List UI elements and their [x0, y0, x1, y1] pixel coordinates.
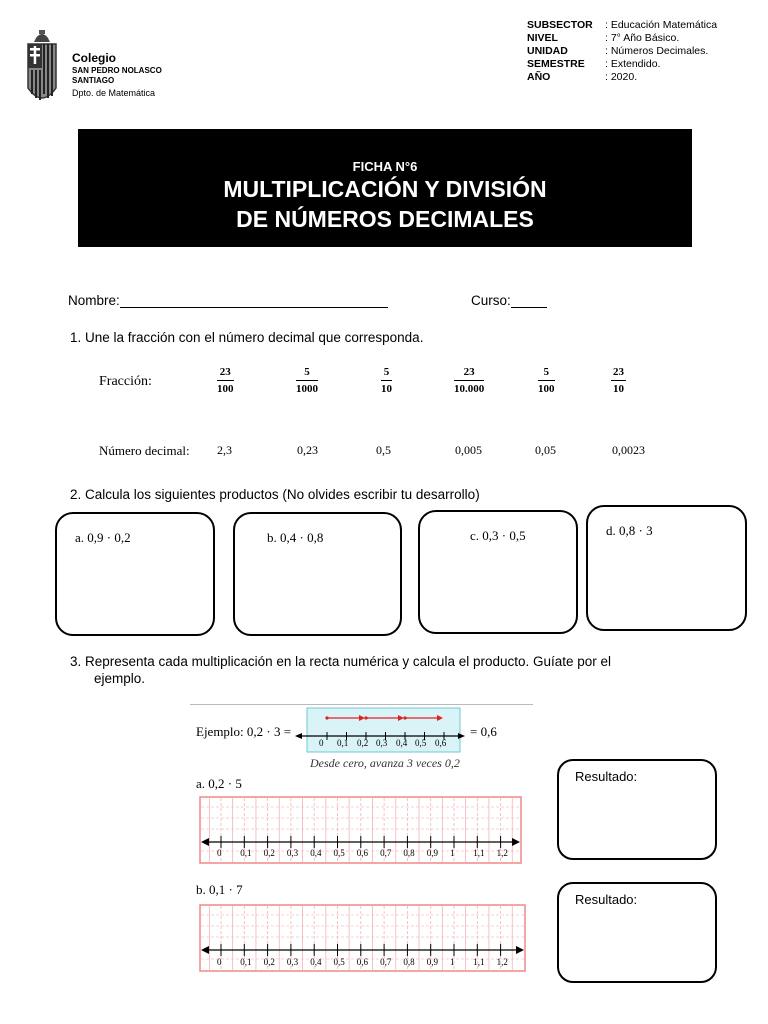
tick-label: 0,6	[356, 848, 369, 858]
tick-label: 0,5	[415, 738, 427, 748]
course-field-row	[471, 293, 547, 308]
result-label: Resultado:	[575, 769, 638, 784]
course-label: Curso:	[471, 293, 511, 308]
answer-box[interactable]	[233, 512, 402, 636]
numerator: 23	[454, 366, 484, 381]
decimal-label: Número decimal:	[99, 443, 190, 458]
meta-value: : 7° Año Básico.	[605, 32, 680, 44]
tick-label: 1,1	[473, 957, 485, 967]
tick-label: 0,1	[337, 738, 349, 748]
tick-label: 0,3	[286, 957, 299, 967]
tick-label: 0	[217, 848, 222, 858]
tick-label: 1,2	[496, 848, 508, 858]
worksheet-title-line2: DE NÚMEROS DECIMALES	[236, 206, 534, 232]
name-field-row	[68, 293, 388, 308]
tick-label: 0,2	[263, 848, 275, 858]
answer-box[interactable]	[586, 505, 747, 631]
tick-label: 0,6	[435, 738, 447, 748]
tick-label: 0,2	[263, 957, 275, 967]
number-line-b-labels	[199, 957, 526, 971]
numerator: 5	[381, 366, 392, 381]
example-caption: Desde cero, avanza 3 veces 0,2	[310, 756, 460, 770]
tick-label: 0,7	[380, 957, 392, 967]
tick-label: 0,4	[396, 738, 408, 748]
fraction[interactable]	[538, 366, 555, 395]
denominator: 100	[538, 383, 555, 395]
product-label: d. 0,8 · 3	[606, 523, 653, 538]
name-label: Nombre:	[68, 293, 120, 308]
answer-box[interactable]	[55, 512, 215, 636]
meta-key: AÑO	[527, 71, 551, 83]
question-3-prompt-cont: ejemplo.	[94, 671, 146, 686]
fraction[interactable]	[296, 366, 318, 395]
fraction[interactable]	[611, 366, 626, 395]
school-line: SANTIAGO	[72, 76, 115, 85]
answer-box[interactable]	[418, 510, 578, 634]
question-1-prompt: 1. Une la fracción con el número decimal que corresponda.	[70, 330, 424, 345]
example-result: = 0,6	[470, 724, 497, 739]
tick-label: 0,1	[240, 848, 252, 858]
numerator: 23	[611, 366, 626, 381]
decimal-value[interactable]: 0,05	[535, 443, 556, 457]
question-2-prompt: 2. Calcula los siguientes productos (No olvides escribir tu desarrollo)	[70, 487, 480, 502]
exercise-label: b. 0,1 · 7	[196, 882, 243, 897]
tick-label: 0,8	[403, 957, 415, 967]
product-label: c. 0,3 · 0,5	[470, 528, 526, 543]
product-label: b. 0,4 · 0,8	[267, 530, 324, 545]
meta-value: : Extendido.	[605, 58, 661, 70]
numerator: 5	[538, 366, 555, 381]
tick-label: 1,2	[496, 957, 508, 967]
decimal-value[interactable]: 0,23	[297, 443, 318, 457]
fraction[interactable]	[381, 366, 392, 395]
numerator: 23	[217, 366, 234, 381]
meta-value: : Educación Matemática	[605, 19, 718, 31]
meta-key: SEMESTRE	[527, 58, 585, 70]
school-name: Colegio	[72, 51, 116, 65]
decimal-value[interactable]: 0,5	[376, 443, 391, 457]
tick-label: 0,9	[426, 848, 438, 858]
denominator: 10	[381, 383, 392, 395]
decimal-value[interactable]: 2,3	[217, 443, 232, 457]
example-label: Ejemplo: 0,2 · 3 =	[196, 724, 292, 739]
meta-key: SUBSECTOR	[527, 19, 593, 31]
tick-label: 0,4	[310, 848, 322, 858]
denominator: 10	[613, 383, 624, 395]
tick-label: 0,2	[357, 738, 369, 748]
course-input-line[interactable]	[511, 307, 547, 308]
tick-label: 0,1	[240, 957, 252, 967]
meta-key: UNIDAD	[527, 45, 568, 57]
fraction-label: Fracción:	[99, 374, 152, 389]
tick-label: 1	[450, 957, 455, 967]
meta-value: : Números Decimales.	[605, 45, 709, 57]
tick-label: 0,3	[286, 848, 299, 858]
tick-label: 0,3	[376, 738, 388, 748]
tick-label: 0,9	[426, 957, 438, 967]
result-label: Resultado:	[575, 892, 638, 907]
denominator: 10.000	[454, 383, 485, 395]
decimal-value[interactable]: 0,0023	[612, 443, 645, 457]
tick-label: 0,5	[333, 957, 345, 967]
department-label: Dpto. de Matemática	[72, 88, 156, 98]
tick-label: 0,5	[333, 848, 345, 858]
denominator: 100	[217, 383, 234, 395]
course-metadata	[527, 19, 717, 84]
tick-label: 1	[450, 848, 455, 858]
meta-key: NIVEL	[527, 32, 558, 44]
product-label: a. 0,9 · 0,2	[75, 530, 131, 545]
tick-label: 0	[319, 738, 324, 748]
name-input-line[interactable]	[120, 307, 388, 308]
worksheet-number: FICHA N°6	[352, 159, 418, 174]
decimal-value[interactable]: 0,005	[455, 443, 482, 457]
denominator: 1000	[296, 383, 318, 395]
tick-label: 0	[217, 957, 222, 967]
example-tick-labels	[291, 738, 471, 752]
tick-label: 0,6	[356, 957, 369, 967]
worksheet-title-line1: MULTIPLICACIÓN Y DIVISIÓN	[223, 176, 547, 202]
exercise-label: a. 0,2 · 5	[196, 776, 242, 791]
tick-label: 0,8	[403, 848, 415, 858]
fraction[interactable]	[454, 366, 484, 395]
school-crest-icon	[22, 28, 62, 112]
fraction[interactable]	[217, 366, 234, 395]
meta-value: : 2020.	[605, 71, 638, 83]
tick-label: 1,1	[473, 848, 485, 858]
number-line-a-labels	[199, 848, 522, 862]
result-box[interactable]	[557, 882, 717, 983]
tick-label: 0,4	[310, 957, 322, 967]
numerator: 5	[296, 366, 318, 381]
question-3-prompt: 3. Representa cada multiplicación en la recta numérica y calcula el producto. Guíate por el	[70, 654, 612, 669]
divider	[190, 704, 533, 705]
result-box[interactable]	[557, 759, 717, 860]
school-line: SAN PEDRO NOLASCO	[72, 66, 162, 75]
tick-label: 0,7	[380, 848, 392, 858]
title-banner	[78, 129, 692, 247]
